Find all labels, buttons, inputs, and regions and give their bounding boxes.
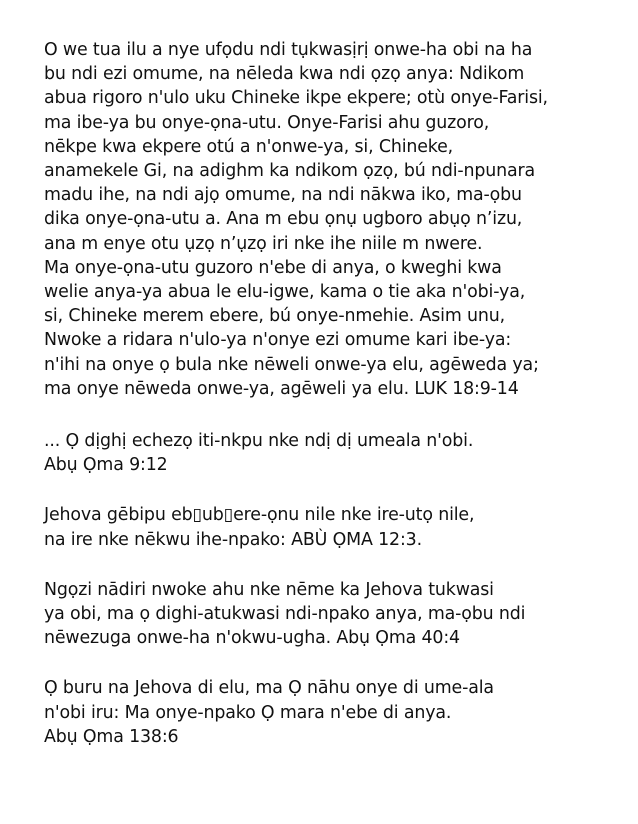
- paragraph-psalm-9: [44, 429, 634, 477]
- text-line: si, Chineke merem ebere, bú onye-nmehie. Asim unu,: [44, 306, 506, 327]
- text-line: Jehova gēbipu eb▯ub▯ere-ọnu nile nke ire-utọ nile,: [44, 505, 475, 526]
- text-line: anamekele Gi, na adighm ka ndikom ọzọ, bú ndi-npunara: [44, 161, 536, 182]
- text-line: ya obi, ma ọ dighi-atukwasi ndi-npako anya, ma-ọbu ndi: [44, 604, 526, 625]
- paragraph-luke-18: [44, 38, 634, 401]
- text-line: nēwezuga onwe-ha n'okwu-ugha. Abụ Ọma 40:4: [44, 628, 460, 649]
- text-line: Nwoke a ridara n'ulo-ya n'onye ezi omume kari ibe-ya:: [44, 330, 512, 351]
- paragraph-psalm-40: [44, 578, 634, 651]
- text-line: abua rigoro n'ulo uku Chineke ikpe ekpere; otù onye-Farisi,: [44, 88, 548, 109]
- text-line: bu ndi ezi omume, na nēleda kwa ndi ọzọ anya: Ndikom: [44, 64, 525, 85]
- paragraph-spacer: [44, 552, 634, 578]
- text-line: ana m enye otu ụzọ n’ụzọ iri nke ihe niile m nwere.: [44, 233, 483, 254]
- paragraph-spacer: [44, 401, 634, 429]
- text-line: ... Ọ dịghị echezọ iti-nkpu nke ndị dị umeala n'obi.: [44, 431, 474, 452]
- text-line: Abụ Ọma 9:12: [44, 455, 168, 476]
- text-line: n'ihi na onye ọ bula nke nēweli onwe-ya elu, agēweda ya;: [44, 354, 539, 375]
- text-line: ma onye nēweda onwe-ya, agēweli ya elu. LUK 18:9-14: [44, 378, 519, 399]
- paragraph-psalm-138: [44, 676, 634, 749]
- paragraph-spacer: [44, 477, 634, 503]
- text-line: Ma onye-ọna-utu guzoro n'ebe di anya, o kweghi kwa: [44, 257, 502, 278]
- text-line: ma ibe-ya bu onye-ọna-utu. Onye-Farisi ahu guzoro,: [44, 112, 490, 133]
- paragraph-psalm-12: [44, 503, 634, 551]
- text-line: nēkpe kwa ekpere otú a n'onwe-ya, si, Chineke,: [44, 136, 454, 157]
- text-line: Ọ buru na Jehova di elu, ma Ọ nāhu onye di ume-ala: [44, 678, 494, 699]
- text-line: welie anya-ya abua le elu-igwe, kama o tie aka n'obi-ya,: [44, 282, 526, 303]
- text-line: na ire nke nēkwu ihe-npako: ABÙ ỌMA 12:3.: [44, 529, 422, 550]
- text-line: dika onye-ọna-utu a. Ana m ebu ọnụ ugboro abụọ n’izu,: [44, 209, 523, 230]
- text-line: Abụ Ọma 138:6: [44, 726, 179, 747]
- text-line: madu ihe, na ndi ajọ omume, na ndi nākwa iko, ma-ọbu: [44, 185, 522, 206]
- text-line: O we tua ilu a nye ufọdu ndi tụkwasịrị onwe-ha obi na ha: [44, 40, 533, 60]
- text-line: n'obi iru: Ma onye-npako Ọ mara n'ebe di anya.: [44, 702, 452, 723]
- paragraph-spacer: [44, 650, 634, 676]
- document-page: [44, 38, 634, 749]
- text-line: Ngọzi nādiri nwoke ahu nke nēme ka Jehova tukwasi: [44, 579, 494, 600]
